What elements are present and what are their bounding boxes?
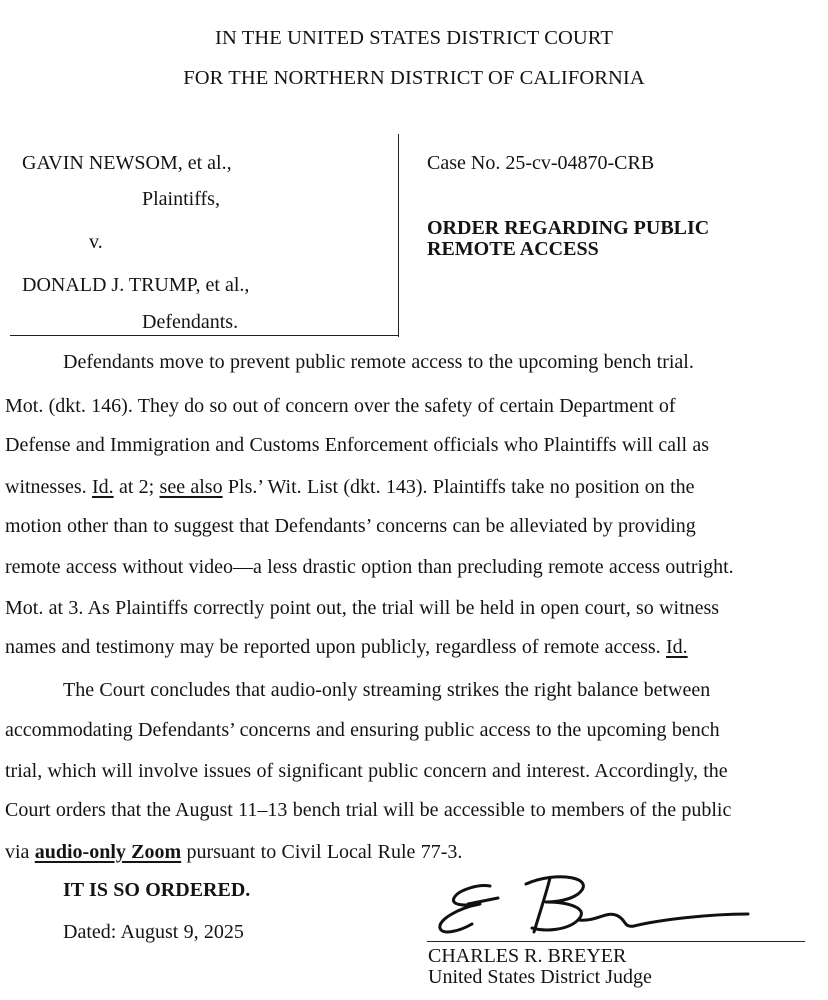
- judge-name: CHARLES R. BREYER: [428, 945, 627, 967]
- paragraph-1-line: motion other than to suggest that Defendants’ concerns can be alleviated by providing: [5, 515, 696, 537]
- signature-line: [427, 941, 805, 942]
- paragraph-2-line: Court orders that the August 11–13 bench trial will be accessible to members of the public: [5, 799, 732, 821]
- caption-horizontal-rule: [10, 335, 399, 336]
- citation-see-also: see also: [159, 476, 223, 498]
- paragraph-1-line: Mot. at 3. As Plaintiffs correctly point out, the trial will be held in open court, so witness: [5, 597, 720, 619]
- citation-id: Id.: [91, 476, 114, 498]
- caption-vertical-rule: [398, 134, 399, 337]
- paragraph-1-line: remote access without video—a less drastic option than precluding remote access outright.: [5, 556, 734, 578]
- case-number: Case No. 25-cv-04870-CRB: [427, 152, 655, 174]
- so-ordered: IT IS SO ORDERED.: [63, 879, 251, 901]
- plaintiff-role: Plaintiffs,: [142, 188, 220, 210]
- versus: v.: [89, 231, 103, 253]
- text-run: via: [5, 841, 35, 863]
- order-title-line-1: ORDER REGARDING PUBLIC: [427, 217, 710, 239]
- paragraph-1-line: Defendants move to prevent public remote access to the upcoming bench trial.: [63, 351, 694, 373]
- text-run: at 2;: [113, 476, 160, 498]
- plaintiff-name: GAVIN NEWSOM, et al.,: [22, 152, 232, 174]
- paragraph-2-line: accommodating Defendants’ concerns and ensuring public access to the upcoming bench: [5, 719, 720, 741]
- paragraph-1-line: Defense and Immigration and Customs Enforcement officials who Plaintiffs will call as: [5, 434, 710, 456]
- dated-line: Dated: August 9, 2025: [63, 921, 244, 943]
- judge-title: United States District Judge: [428, 966, 652, 988]
- text-run: witnesses.: [5, 476, 92, 498]
- paragraph-1-line: [5, 636, 688, 659]
- order-title-line-2: REMOTE ACCESS: [427, 238, 599, 260]
- citation-id: Id.: [665, 636, 688, 658]
- judge-signature: [428, 860, 788, 950]
- defendant-role: Defendants.: [142, 311, 239, 333]
- text-run: pursuant to Civil Local Rule 77-3.: [181, 841, 463, 863]
- text-run: names and testimony may be reported upon publicly, regardless of remote access.: [5, 636, 666, 658]
- text-run: Pls.’ Wit. List (dkt. 143). Plaintiffs take no position on the: [222, 476, 695, 498]
- court-name-line-1: IN THE UNITED STATES DISTRICT COURT: [215, 27, 613, 49]
- paragraph-1-line: Mot. (dkt. 146). They do so out of concern over the safety of certain Department of: [5, 395, 676, 417]
- defendant-name: DONALD J. TRUMP, et al.,: [22, 274, 250, 296]
- court-name-line-2: FOR THE NORTHERN DISTRICT OF CALIFORNIA: [183, 67, 645, 89]
- paragraph-2-line: [5, 841, 462, 864]
- audio-only-zoom-emphasis: audio-only Zoom: [34, 841, 182, 863]
- paragraph-1-line: [5, 476, 695, 499]
- paragraph-2-line: The Court concludes that audio-only streaming strikes the right balance between: [63, 679, 711, 701]
- paragraph-2-line: trial, which will involve issues of significant public concern and interest. Accordingly, the: [5, 760, 728, 782]
